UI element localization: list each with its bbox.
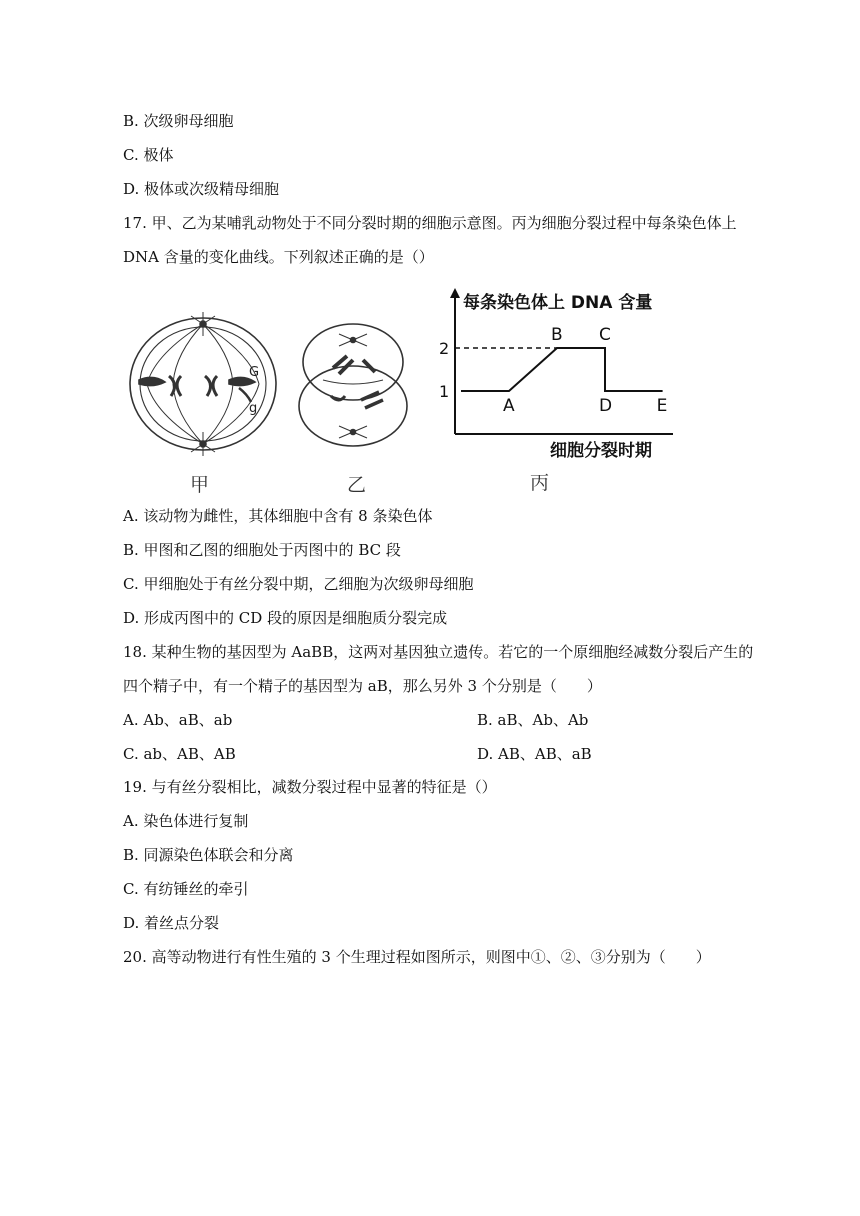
q17-option-a: A. 该动物为雌性，其体细胞中含有 8 条染色体 [123, 507, 433, 525]
q18-option-c: C. ab、AB、AB [123, 745, 236, 763]
y-axis-arrow-icon [450, 288, 460, 298]
dna-content-curve [461, 348, 663, 391]
q19-option-c: C. 有纺锤丝的牵引 [123, 880, 249, 898]
q17-figure [125, 284, 685, 494]
q17-option-d: D. 形成丙图中的 CD 段的原因是细胞质分裂完成 [123, 609, 448, 627]
gene-upper-label: G [249, 365, 260, 380]
q18-stem-line-1: 18. 某种生物的基因型为 AaBB，这两对基因独立遗传。若它的一个原细胞经减数分裂后产生的 [123, 643, 754, 661]
figure-label-bing: 丙 [530, 472, 550, 494]
chart-bing [439, 288, 673, 461]
q17-stem-line-2: DNA 含量的变化曲线。下列叙述正确的是（） [123, 248, 434, 266]
chart-x-label: 细胞分裂时期 [550, 441, 652, 461]
q18-option-d: D. AB、AB、aB [477, 745, 592, 763]
q16-option-b: B. 次级卵母细胞 [123, 112, 234, 130]
figure-label-yi: 乙 [347, 474, 367, 496]
q20-stem: 20. 高等动物进行有性生殖的 3 个生理过程如图所示，则图中①、②、③分别为（ ） [123, 948, 711, 966]
gene-lower-label: g [249, 401, 258, 416]
q16-option-c: C. 极体 [123, 146, 174, 164]
y-tick-label-2: 2 [439, 339, 450, 358]
cell-yi-diagram [299, 324, 407, 446]
chart-y-label: 每条染色体上 DNA 含量 [463, 293, 653, 313]
point-label-b: B [551, 325, 563, 345]
q19-option-b: B. 同源染色体联会和分离 [123, 846, 294, 864]
q18-option-b: B. aB、Ab、Ab [477, 711, 589, 729]
cell-jia-diagram [130, 312, 276, 456]
y-tick-label-1: 1 [439, 382, 450, 401]
figure-label-jia: 甲 [190, 474, 210, 496]
point-label-e: E [656, 396, 668, 416]
q18-option-a: A. Ab、aB、ab [123, 711, 233, 729]
q17-option-c: C. 甲细胞处于有丝分裂中期，乙细胞为次级卵母细胞 [123, 575, 474, 593]
q17-stem-line-1: 17. 甲、乙为某哺乳动物处于不同分裂时期的细胞示意图。丙为细胞分裂过程中每条染色体上 [123, 214, 737, 232]
q16-option-d: D. 极体或次级精母细胞 [123, 180, 280, 198]
point-label-a: A [503, 396, 515, 416]
point-label-d: D [599, 396, 613, 416]
q18-stem-line-2: 四个精子中，有一个精子的基因型为 aB，那么另外 3 个分别是（ ） [123, 677, 602, 695]
q19-option-d: D. 着丝点分裂 [123, 914, 220, 932]
q19-stem: 19. 与有丝分裂相比，减数分裂过程中显著的特征是（） [123, 778, 497, 796]
q17-option-b: B. 甲图和乙图的细胞处于丙图中的 BC 段 [123, 541, 401, 559]
q19-option-a: A. 染色体进行复制 [123, 812, 249, 830]
point-label-c: C [599, 325, 611, 345]
